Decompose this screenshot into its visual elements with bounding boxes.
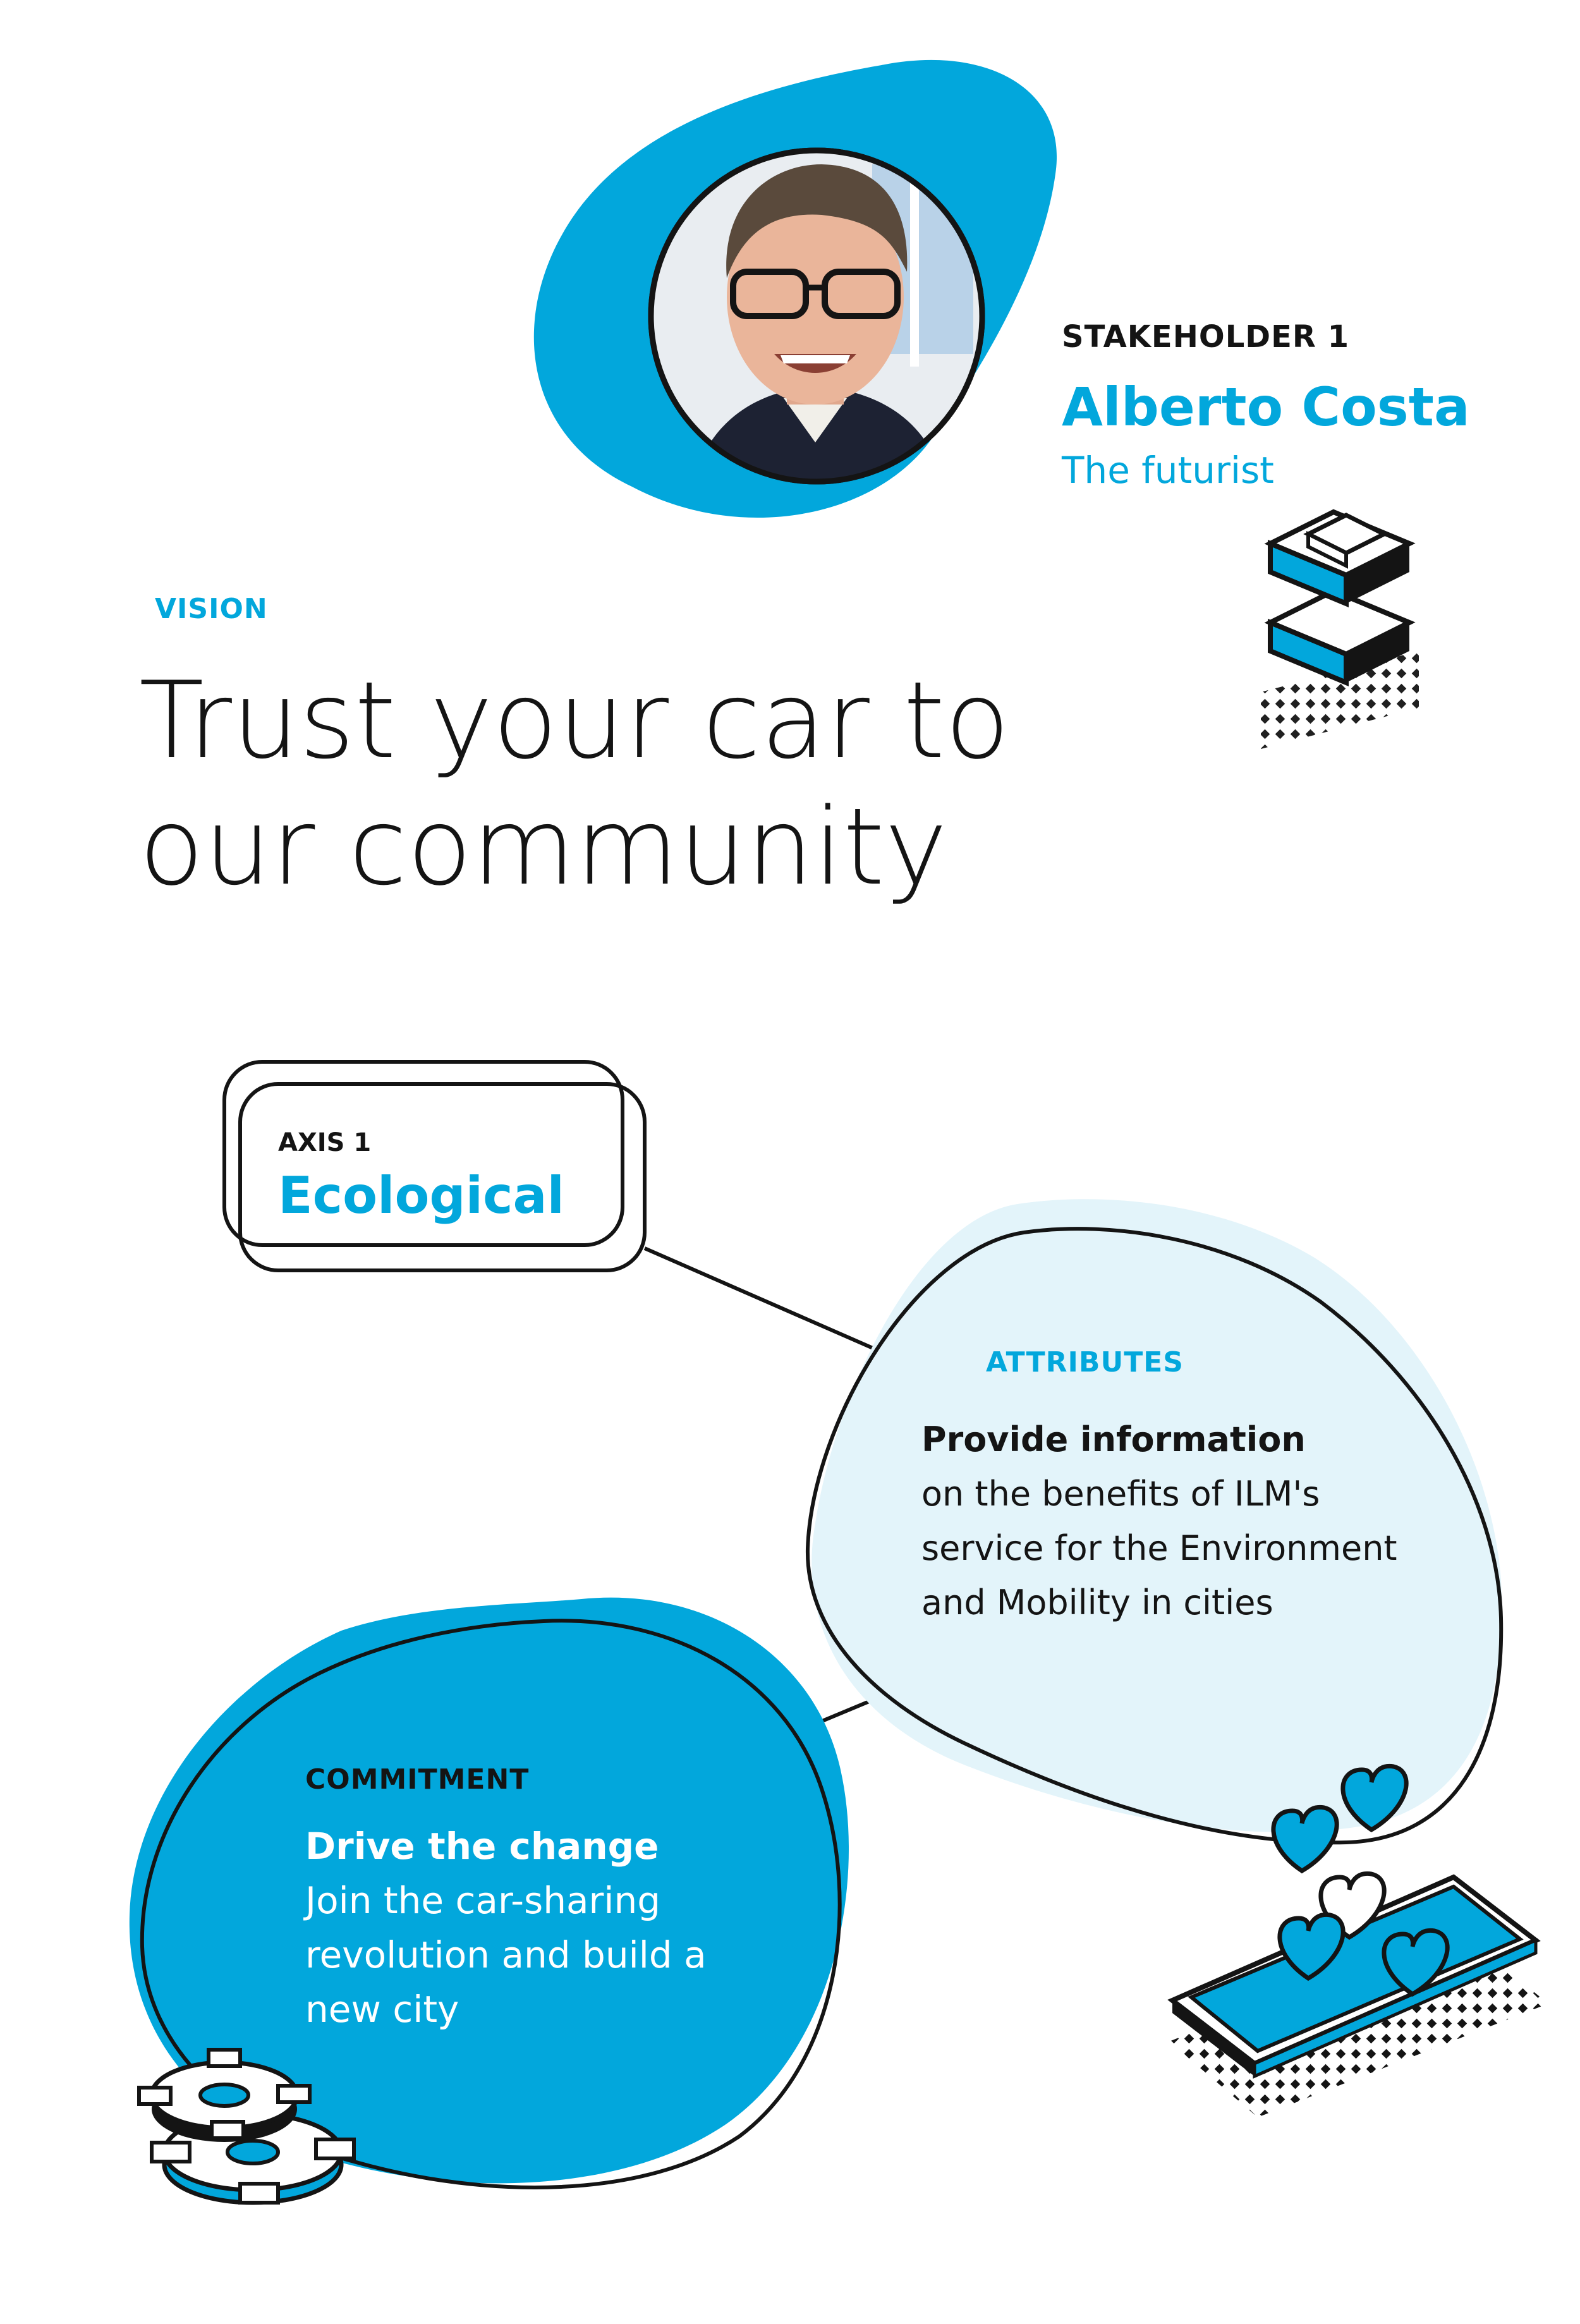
attributes-kicker: ATTRIBUTES [986, 1346, 1184, 1378]
attributes-bold: Provide information [921, 1420, 1306, 1459]
stacked-blocks-icon [1261, 512, 1419, 749]
commitment-kicker: COMMITMENT [305, 1763, 530, 1796]
commitment-body [305, 1819, 760, 2036]
vision-kicker: VISION [155, 593, 268, 625]
vision-statement: Trust your car to our community [139, 659, 1010, 909]
stakeholder-role: The futurist [1062, 449, 1274, 492]
commitment-text: Join the car-sharing revolution and build a new city [305, 1879, 707, 2031]
connector-axis-attributes [645, 1248, 897, 1359]
axis-title: Ecological [278, 1166, 564, 1225]
commitment-bold: Drive the change [305, 1825, 659, 1868]
stakeholder-kicker: STAKEHOLDER 1 [1062, 319, 1349, 355]
attributes-text: on the benefits of ILM's service for the Environment and Mobility in cities [921, 1474, 1397, 1622]
attributes-body [921, 1413, 1402, 1630]
axis-kicker: AXIS 1 [278, 1128, 372, 1157]
stakeholder-name: Alberto Costa [1062, 376, 1470, 438]
